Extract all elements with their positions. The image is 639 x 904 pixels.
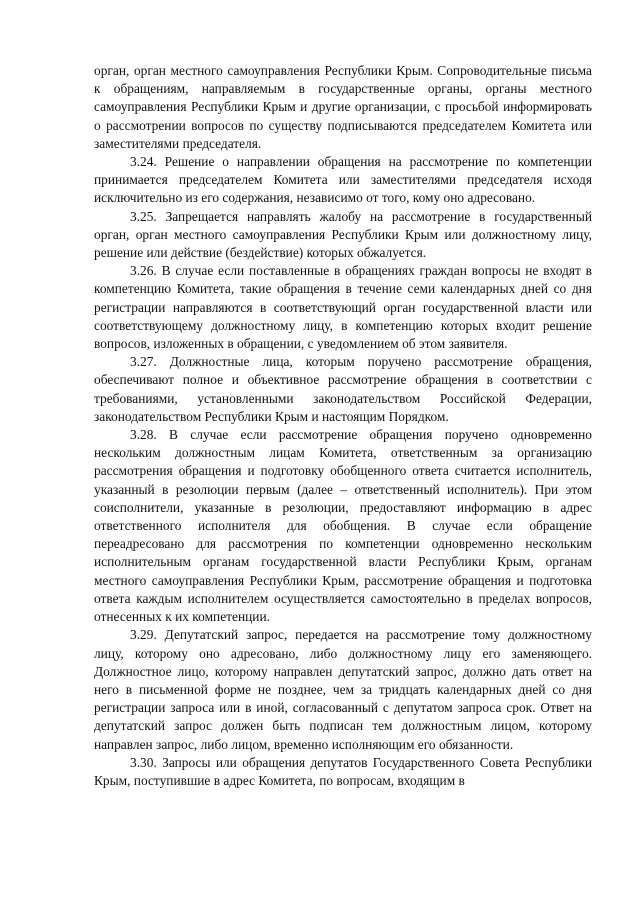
paragraph-3-24: 3.24. Решение о направлении обращения на рассмотрение по компетенции принимается председателем Комитета или заместителями председателя исходя исключительно из его содержания, независимо от того, кому оно адресовано. [94,154,592,206]
paragraph-3-27: 3.27. Должностные лица, которым поручено рассмотрение обращения, обеспечивают полное и объективное рассмотрение обращения в соответствии с требованиями, установленными законодательством Российской Федерации, законодательством Республики Крым и настоящим Порядком. [94,354,592,424]
paragraph-3-30: 3.30. Запросы или обращения депутатов Государственного Совета Республики Крым, поступившие в адрес Комитета, по вопросам, входящим в [94,754,592,788]
paragraph-continuation: орган, орган местного самоуправления Республики Крым. Сопроводительные письма к обращениям, направляемым в государственные органы, органы местного самоуправления Республики Крым и другие организации, с просьбой информировать о рассмотрении вопросов по существу подписываются председателем Комитета или заместителями председателя. [94,63,592,151]
paragraph-3-29: 3.29. Депутатский запрос, передается на рассмотрение тому должностному лицу, которому оно адресовано, либо должностному лицу его заменяющего. Должностное лицо, которому направлен депутатский запрос, должно дать ответ на него в письменной форме не позднее, чем за тридцать календарных дней со дня регистрации запроса или в иной, согласованный с депутатом запроса срок. Ответ на депутатский запрос должен быть подписан тем должностным лицом, которому направлен запрос, либо лицом, временно исполняющим его обязанности. [94,627,592,752]
paragraph-3-26: 3.26. В случае если поставленные в обращениях граждан вопросы не входят в компетенцию Комитета, такие обращения в течение семи календарных дней со дня регистрации направляются в соответствующий орган государственной власти или соответствующему должностному лицу, в компетенцию которых входит решение вопросов, изложенных в обращении, с уведомлением об этом заявителя. [94,263,592,352]
paragraph-3-28: 3.28. В случае если рассмотрение обращения поручено одновременно нескольким должностным лицам Комитета, ответственным за организацию рассмотрения обращения и подготовку обобщенного ответа считается исполнитель, указанный в резолюции первым (далее – ответственный исполнитель). При этом соисполнители, указанные в резолюции, предоставляют информацию в адрес ответственного исполнителя для обобщения. В случае если обращение переадресовано для рассмотрения по компетенции одновременно нескольким исполнительным органам государственной власти Республики Крым, органам местного самоуправления Республики Крым, рассмотрение обращения и подготовка ответа каждым исполнителем осуществляется самостоятельно в пределах вопросов, отнесенных к их компетенции. [94,427,592,625]
paragraph-3-25: 3.25. Запрещается направлять жалобу на рассмотрение в государственный орган, орган местного самоуправления Республики Крым или должностному лицу, решение или действие (бездействие) которых обжалуется. [94,208,592,261]
document-page [94,62,592,790]
